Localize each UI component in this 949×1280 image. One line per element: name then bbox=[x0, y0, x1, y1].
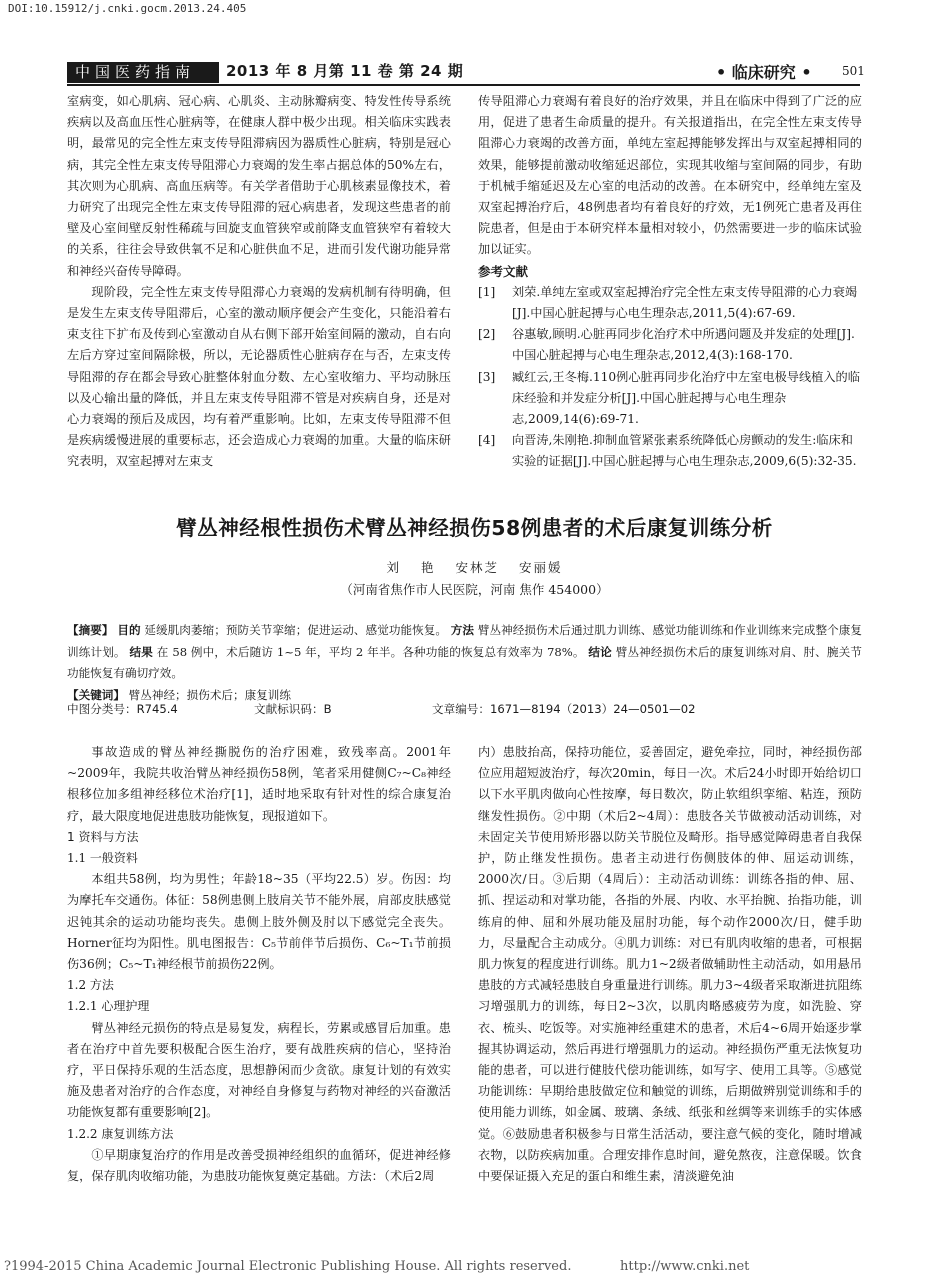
result-text: 在 58 例中，术后随访 1~5 年，平均 2 年半。各种功能的恢复总有效率为 78%。 bbox=[156, 644, 585, 659]
subsection-heading: 1.1 一般资料 bbox=[67, 851, 138, 866]
reference-number: [4] bbox=[478, 433, 496, 448]
reference-item bbox=[478, 324, 862, 366]
header-rule bbox=[67, 84, 860, 86]
prev-paragraph: 传导阻滞心力衰竭有着良好的治疗效果，并且在临床中得到了广泛的应用，促进了患者生命质量的提升。有关报道指出，在完全性左束支传导阻滞心力衰竭的改善方面，单纯左室起搏能够发挥出与双室起搏相同的效果，能够提前激动收缩延迟部位，实现其收缩与室间隔的同步，有助于机械手缩延迟及左心室的电活动的改善。在本研究中，经单纯左室及双室起搏治疗后，48例患者均有着良好的疗效，无1例死亡患者及再住院患者，但是由于本研究样本量相对较小，仍然需要进一步的临床试验加以证实。 bbox=[478, 94, 862, 257]
method-text: 臂丛神经损伤术后通过肌力训练、感觉功能训练和作业训练来完成整个康复训练计划。 bbox=[67, 623, 862, 659]
document-code: 文献标识码：B bbox=[254, 702, 332, 716]
keywords-text: 臂丛神经；损伤术后；康复训练 bbox=[128, 687, 291, 702]
purpose-text: 延缓肌肉萎缩；预防关节挛缩；促进运动、感觉功能恢复。 bbox=[144, 623, 448, 637]
reference-item bbox=[478, 430, 862, 472]
reference-text: 谷惠敏,顾明.心脏再同步化治疗术中所遇问题及并发症的处理[J].中国心脏起搏与心电生理杂志,2012,4(3):168-170. bbox=[512, 327, 855, 363]
subsection-heading: 1.2 方法 bbox=[67, 978, 114, 993]
reference-number: [3] bbox=[478, 369, 496, 384]
page-number: 501 bbox=[842, 64, 865, 78]
article-affiliation: （河南省焦作市人民医院，河南 焦作 454000） bbox=[340, 582, 609, 597]
intro-paragraph: 事故造成的臂丛神经撕脱伤的治疗困难，致残率高。2001年~2009年，我院共收治臂丛神经损伤58例，笔者采用健侧C₇~C₈神经根移位加多组神经移位术治疗[1]，适时地采取有针对性的综合康复治疗，最大限度地促进患肢功能恢复，现报道如下。 bbox=[67, 745, 451, 823]
reference-number: [1] bbox=[478, 284, 496, 299]
general-data-paragraph: 本组共58例，均为男性；年龄18~35（平均22.5）岁。伤因：均为摩托车交通伤。体征：58例患侧上肢肩关节不能外展，肩部皮肤感觉迟钝其余的运动功能均丧失。患侧上肢外侧及肘以下感觉完全丧失。Horner征均为阳性。肌电图报告：C₅节前伴节后损伤、C₆~T₁节前损伤36例；C₅~T₁神经根节前损伤22例。 bbox=[67, 872, 451, 972]
abstract bbox=[67, 620, 862, 706]
prev-article-right-column bbox=[478, 91, 862, 473]
purpose-label: 目的 bbox=[117, 623, 141, 637]
reference-number: [2] bbox=[478, 327, 496, 342]
clc-number: 中图分类号：R745.4 bbox=[67, 702, 178, 716]
abstract-label: 【摘要】 bbox=[67, 623, 114, 637]
doi: DOI:10.15912/j.cnki.gocm.2013.24.405 bbox=[8, 2, 247, 15]
psych-paragraph: 臂丛神经元损伤的特点是易复发，病程长，劳累或感冒后加重。患者在治疗中首先要积极配合医生治疗，要有战胜疾病的信心，坚持治疗，平日保持乐观的生活态度，思想静闲而少贪欲。康复计划的有效实施及患者对治疗的合作态度，对神经自身修复与药物对神经的兴奋激活功能恢复都有重要影响[2]。 bbox=[67, 1020, 451, 1120]
footer-url[interactable]: http://www.cnki.net bbox=[620, 1259, 750, 1274]
keywords-label: 【关键词】 bbox=[67, 687, 125, 702]
subsection-heading: 1.2.2 康复训练方法 bbox=[67, 1126, 174, 1141]
journal-name: 中国医药指南 bbox=[67, 62, 219, 83]
article-number: 文章编号：1671—8194（2013）24—0501—02 bbox=[432, 702, 696, 716]
article-title: 臂丛神经根性损伤术臂丛神经损伤58例患者的术后康复训练分析 bbox=[176, 516, 773, 540]
conclusion-text: 臂丛神经损伤术后的康复训练对肩、肘、腕关节功能恢复有确切疗效。 bbox=[67, 644, 862, 680]
section-heading: 1 资料与方法 bbox=[67, 829, 139, 844]
conclusion-label: 结论 bbox=[588, 644, 612, 659]
subsection-heading: 1.2.1 心理护理 bbox=[67, 999, 150, 1014]
prev-article-left-column bbox=[67, 91, 451, 473]
footer-copyright: ?1994-2015 China Academic Journal Electronic Publishing House. All rights reserved. bbox=[4, 1259, 572, 1274]
reference-text: 臧红云,王冬梅.110例心脏再同步化治疗中左室电极导线植入的临床经验和并发症分析[J].中国心脏起搏与心电生理杂志,2009,14(6):69-71. bbox=[512, 369, 860, 427]
section-label: • 临床研究 • bbox=[716, 63, 812, 82]
reference-text: 向晋涛,朱刚艳.抑制血管紧张素系统降低心房颤动的发生:临床和实验的证据[J].中国心脏起搏与心电生理杂志,2009,6(5):32-35. bbox=[512, 433, 857, 469]
article-right-column bbox=[478, 742, 862, 1187]
issue-info: 2013 年 8 月第 11 卷 第 24 期 bbox=[226, 62, 464, 80]
method-label: 方法 bbox=[450, 623, 475, 637]
reference-item bbox=[478, 367, 862, 431]
references-heading: 参考文献 bbox=[478, 263, 529, 279]
rehab-continued-paragraph: 内）患肢抬高，保持功能位，妥善固定，避免牵拉，同时，神经损伤部位应用超短波治疗，每次20min，每日一次。术后24小时即开始给切口以下水平肌肉做向心性按摩，每日数次，防止软组织挛缩、粘连，预防继发性损伤。②中期（术后2~4周）：患肢各关节做被动活动训练，对未固定关节使用矫形器以防关节脱位及畸形。指导感觉障碍患者自我保护，防止继发性损伤。患者主动进行伤侧肢体的伸、屈运动训练，2000次/日。③后期（4周后）：主动活动训练：训练各指的伸、屈、抓、捏运动和对掌功能，各指的外展、内收、水平抬腕、抬指功能，训练肩的伸、屈和外展功能及屈肘功能，每个动作2000次/日，健手助力，尽量配合主动成分。④肌力训练：对已有肌肉收缩的患者，可根据肌力恢复的程度进行训练。肌力1~2级者做辅助性主动活动，如用悬吊患肢的方式减轻患肢自身重量进行训练。肌力3~4级者采取渐进抗阻练习增强肌力的训练，每日2~3次，以肌肉略感疲劳为度，如洗脸、穿衣、梳头、吃饭等。对实施神经重建术的患者，术后4~6周开始逐步掌握其协调运动，然后再进行增强肌力的运动。神经损伤严重无法恢复功能的患者，可以进行健肢代偿功能训练，如写字、使用工具等。⑤感觉功能训练：早期给患肢做定位和触觉的训练，后期做辨别觉训练和手的使用能力训练，如金属、玻璃、条绒、纸张和丝绸等来训练手的实体感觉。⑥鼓励患者积极参与日常生活活动，要注意气候的变化，随时增减衣物，以防疾病加重。合理安排作息时间，避免熬夜，注意保暖。饮食中要保证摄入充足的蛋白和维生素，清淡避免油 bbox=[478, 745, 862, 1184]
article-left-column bbox=[67, 742, 451, 1187]
prev-paragraph: 现阶段，完全性左束支传导阻滞心力衰竭的发病机制有待明确，但是发生左束支传导阻滞后，心室的激动顺序便会产生变化，只能沿着右束支往下扩布及传到心室激动自从右侧下部开始室间隔的激动，自右向左后方穿过室间隔除极，所以，无论器质性心脏病存在与否，左束支传导阻滞的存在都会导致心脏整体射血分数、左心室收缩力、平均动脉压以及心输出量的降低，并且左束支传导阻滞不管是对疾病自身，还是对心力衰竭的预后及成因，均有着严重影响。比如，左束支传导阻滞不但是疾病缓慢进展的重要标志，还会造成心力衰竭的加重。大量的临床研究表明，双室起搏对左束支 bbox=[67, 284, 451, 469]
rehab-paragraph: ①早期康复治疗的作用是改善受损神经组织的血循环，促进神经修复，保存肌肉收缩功能，为患肢功能恢复奠定基础。方法：（术后2周 bbox=[67, 1147, 451, 1184]
prev-paragraph: 室病变，如心肌病、冠心病、心肌炎、主动脉瓣病变、特发性传导系统疾病以及高血压性心脏病等，在健康人群中极少出现。相关临床实践表明，最常见的完全性左束支传导阻滞病因为器质性心脏病，特别是冠心病，其完全性左束支传导阻滞心力衰竭的发生率占据总体的50%左右，其次则为心肌病、高血压病等。有关学者借助于心肌核素显像技术，着力研究了出现完全性左束支传导阻滞的冠心病患者，发现这些患者的前壁及心室间壁反射性稀疏与回旋支血管狭窄或前降支血管狭窄有着较大的关系，往往会导致供氧不足和心脏供血不足，进而引发代谢功能异常和神经兴奋传导障碍。 bbox=[67, 94, 451, 278]
article-authors: 刘 艳 安林芝 安丽媛 bbox=[386, 560, 563, 575]
result-label: 结果 bbox=[129, 644, 153, 659]
reference-item bbox=[478, 282, 862, 324]
reference-text: 刘荣.单纯左室或双室起搏治疗完全性左束支传导阻滞的心力衰竭[J].中国心脏起搏与心电生理杂志,2011,5(4):67-69. bbox=[512, 284, 858, 321]
